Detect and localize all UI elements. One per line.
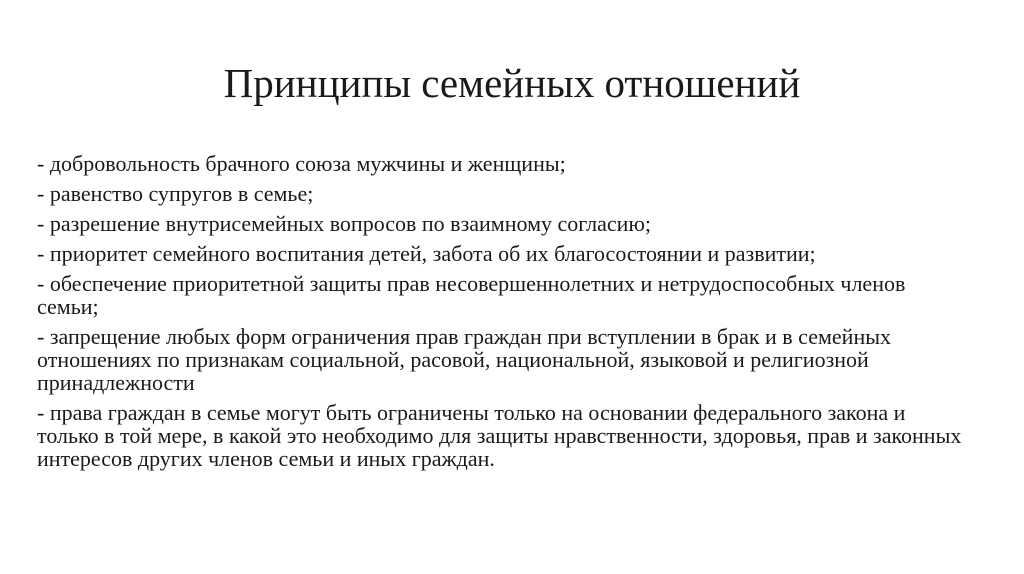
list-item: - разрешение внутрисемейных вопросов по взаимному согласию; bbox=[37, 211, 651, 236]
list-item: - обеспечение приоритетной защиты прав несовершеннолетних и нетрудоспособных членов семьи; bbox=[37, 271, 906, 319]
list-item: - равенство супругов в семье; bbox=[37, 181, 314, 206]
slide-title: Принципы семейных отношений bbox=[223, 60, 801, 106]
principles-list bbox=[37, 152, 967, 477]
list-item: - запрещение любых форм ограничения прав граждан при вступлении в брак и в семейных отношениях по признакам социальной, расовой, национальной, языковой и религиозной принадлежности bbox=[37, 324, 891, 395]
list-item: - приоритет семейного воспитания детей, забота об их благосостоянии и развитии; bbox=[37, 241, 816, 266]
list-item: - права граждан в семье могут быть ограничены только на основании федерального закона и только в той мере, в какой это необходимо для защиты нравственности, здоровья, прав и законных интересов других членов семьи и иных граждан. bbox=[37, 400, 962, 471]
list-item: - добровольность брачного союза мужчины и женщины; bbox=[37, 151, 566, 176]
